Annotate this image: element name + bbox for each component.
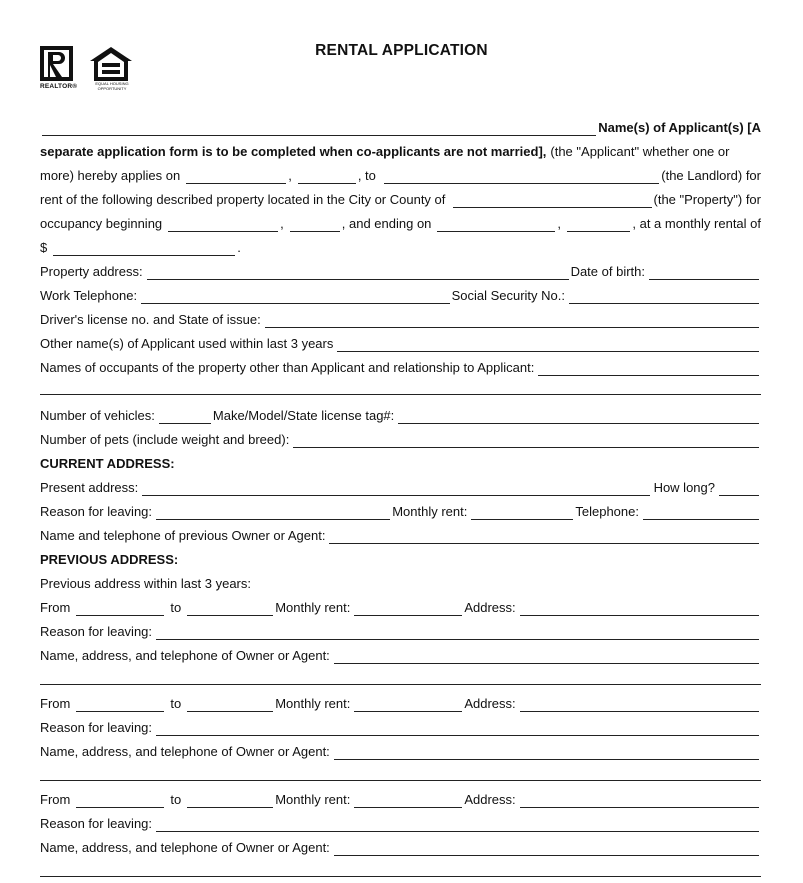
intro-line-2: [40, 142, 761, 160]
address-field[interactable]: [520, 603, 759, 616]
landlord-label: (the Landlord) for: [661, 168, 761, 183]
pets-label: Number of pets (include weight and breed):: [40, 432, 290, 447]
vehicles-label: Number of vehicles:: [40, 408, 155, 423]
how-long-field[interactable]: [719, 483, 759, 496]
other-names-label: Other name(s) of Applicant used within last 3 years: [40, 336, 334, 351]
monthly-rent-field[interactable]: [354, 699, 462, 712]
previous-3-dates-row: [40, 790, 761, 808]
intro-line-6: [40, 238, 761, 256]
previous-3-owner-row: [40, 838, 761, 856]
to-label: to: [170, 600, 182, 615]
monthly-rent-field[interactable]: [354, 795, 462, 808]
comma: ,: [288, 168, 292, 183]
previous-owner-field[interactable]: [329, 531, 759, 544]
to-label: to: [170, 792, 182, 807]
ending-on-label: , and ending on: [341, 216, 432, 231]
occupants-row: [40, 358, 761, 376]
owner-agent-extra-line[interactable]: [40, 876, 761, 877]
from-field[interactable]: [76, 699, 164, 712]
make-model-label: Make/Model/State license tag#:: [212, 408, 395, 423]
end-date-field[interactable]: [437, 219, 555, 232]
intro-line-3: [40, 166, 761, 184]
owner-agent-field[interactable]: [334, 747, 759, 760]
monthly-rent-label: Monthly rent:: [392, 504, 468, 519]
property-address-label: Property address:: [40, 264, 143, 279]
property-label: (the "Property") for: [653, 192, 761, 207]
owner-agent-field[interactable]: [334, 843, 759, 856]
applies-on-date-field[interactable]: [186, 171, 286, 184]
monthly-rental-field[interactable]: [53, 243, 235, 256]
to-label: , to: [357, 168, 376, 183]
work-telephone-field[interactable]: [141, 291, 449, 304]
present-address-row: [40, 478, 761, 496]
applies-on-year-field[interactable]: [298, 171, 356, 184]
present-address-label: Present address:: [40, 480, 139, 495]
occupants-extra-line[interactable]: [40, 394, 761, 395]
comma: ,: [557, 216, 562, 231]
intro-line-5: [40, 214, 761, 232]
previous-within-label: Previous address within last 3 years:: [40, 576, 251, 591]
monthly-rent-field[interactable]: [354, 603, 462, 616]
owner-agent-extra-line[interactable]: [40, 684, 761, 685]
previous-2-reason-row: [40, 718, 761, 736]
address-label: Address:: [464, 696, 516, 711]
occupants-label: Names of occupants of the property other than Applicant and relationship to Applicant:: [40, 360, 535, 375]
previous-2-owner-row: [40, 742, 761, 760]
previous-3-reason-row: [40, 814, 761, 832]
address-label: Address:: [464, 600, 516, 615]
page-title: RENTAL APPLICATION: [315, 42, 488, 59]
comma: ,: [280, 216, 284, 231]
drivers-license-row: [40, 310, 761, 328]
owner-agent-label: Name, address, and telephone of Owner or Agent:: [40, 744, 330, 759]
to-field[interactable]: [187, 795, 273, 808]
monthly-rent-label: Monthly rent:: [275, 600, 351, 615]
ssn-label: Social Security No.:: [451, 288, 565, 303]
previous-1-reason-row: [40, 622, 761, 640]
vehicles-row: [40, 406, 761, 424]
reason-leaving-field[interactable]: [156, 819, 759, 832]
equal-housing-label-1: EQUAL HOUSING: [95, 81, 129, 86]
reason-leaving-field[interactable]: [156, 627, 759, 640]
date-of-birth-field[interactable]: [649, 267, 759, 280]
address-field[interactable]: [520, 699, 759, 712]
drivers-license-field[interactable]: [265, 315, 759, 328]
from-field[interactable]: [76, 603, 164, 616]
monthly-rent-label: Monthly rent:: [275, 696, 351, 711]
from-label: From: [40, 600, 71, 615]
address-label: Address:: [464, 792, 516, 807]
pets-row: [40, 430, 761, 448]
present-address-field[interactable]: [142, 483, 649, 496]
other-names-field[interactable]: [337, 339, 759, 352]
from-label: From: [40, 792, 71, 807]
begin-date-field[interactable]: [168, 219, 278, 232]
monthly-rent-label: Monthly rent:: [275, 792, 351, 807]
how-long-label: How long?: [653, 480, 715, 495]
previous-owner-label: Name and telephone of previous Owner or Agent:: [40, 528, 326, 543]
intro-text: (the "Applicant" whether one or: [550, 144, 730, 159]
dollar-sign: $: [40, 240, 48, 255]
to-label: to: [170, 696, 182, 711]
drivers-license-label: Driver's license no. and State of issue:: [40, 312, 261, 327]
reason-leaving-label: Reason for leaving:: [40, 624, 153, 639]
from-field[interactable]: [76, 795, 164, 808]
reason-leaving-field[interactable]: [156, 507, 390, 520]
monthly-rental-label: , at a monthly rental of: [632, 216, 761, 231]
ssn-field[interactable]: [569, 291, 759, 304]
owner-agent-label: Name, address, and telephone of Owner or Agent:: [40, 648, 330, 663]
work-telephone-label: Work Telephone:: [40, 288, 138, 303]
city-county-field[interactable]: [453, 195, 651, 208]
reason-leaving-field[interactable]: [156, 723, 759, 736]
address-field[interactable]: [520, 795, 759, 808]
reason-leaving-label: Reason for leaving:: [40, 504, 153, 519]
occupancy-beginning-label: occupancy beginning: [40, 216, 163, 231]
previous-1-owner-row: [40, 646, 761, 664]
current-reason-row: [40, 502, 761, 520]
current-address-heading: CURRENT ADDRESS:: [40, 456, 175, 471]
previous-2-dates-row: [40, 694, 761, 712]
monthly-rent-field[interactable]: [471, 507, 573, 520]
equal-housing-label-2: OPPORTUNITY: [97, 85, 127, 91]
period: .: [237, 240, 241, 255]
vehicles-field[interactable]: [159, 411, 211, 424]
end-year-field[interactable]: [567, 219, 630, 232]
previous-1-dates-row: [40, 598, 761, 616]
pets-field[interactable]: [293, 435, 759, 448]
reason-leaving-label: Reason for leaving:: [40, 816, 153, 831]
applies-on-label: more) hereby applies on: [40, 168, 181, 183]
occupants-field[interactable]: [538, 363, 759, 376]
to-field[interactable]: [187, 603, 273, 616]
from-label: From: [40, 696, 71, 711]
make-model-field[interactable]: [398, 411, 759, 424]
other-names-row: [40, 334, 761, 352]
applicant-names-line: [40, 118, 761, 136]
date-of-birth-label: Date of birth:: [570, 264, 645, 279]
begin-year-field[interactable]: [290, 219, 340, 232]
city-county-label: rent of the following described property located in the City or County of: [40, 192, 446, 207]
intro-bold-text: separate application form is to be completed when co-applicants are not married],: [40, 144, 547, 159]
telephone-label: Telephone:: [575, 504, 639, 519]
owner-agent-extra-line[interactable]: [40, 780, 761, 781]
previous-address-heading: PREVIOUS ADDRESS:: [40, 552, 179, 567]
realtor-label: REALTOR®: [40, 83, 78, 90]
owner-agent-field[interactable]: [334, 651, 759, 664]
intro-line-4: [40, 190, 761, 208]
applicant-names-label: Name(s) of Applicant(s) [A: [598, 120, 761, 135]
reason-leaving-label: Reason for leaving:: [40, 720, 153, 735]
property-address-field[interactable]: [147, 267, 569, 280]
property-address-row: [40, 262, 761, 280]
to-field[interactable]: [187, 699, 273, 712]
work-telephone-row: [40, 286, 761, 304]
owner-agent-label: Name, address, and telephone of Owner or Agent:: [40, 840, 330, 855]
applicant-names-field[interactable]: [42, 123, 596, 136]
previous-owner-row: [40, 526, 761, 544]
telephone-field[interactable]: [643, 507, 759, 520]
landlord-field[interactable]: [384, 171, 659, 184]
